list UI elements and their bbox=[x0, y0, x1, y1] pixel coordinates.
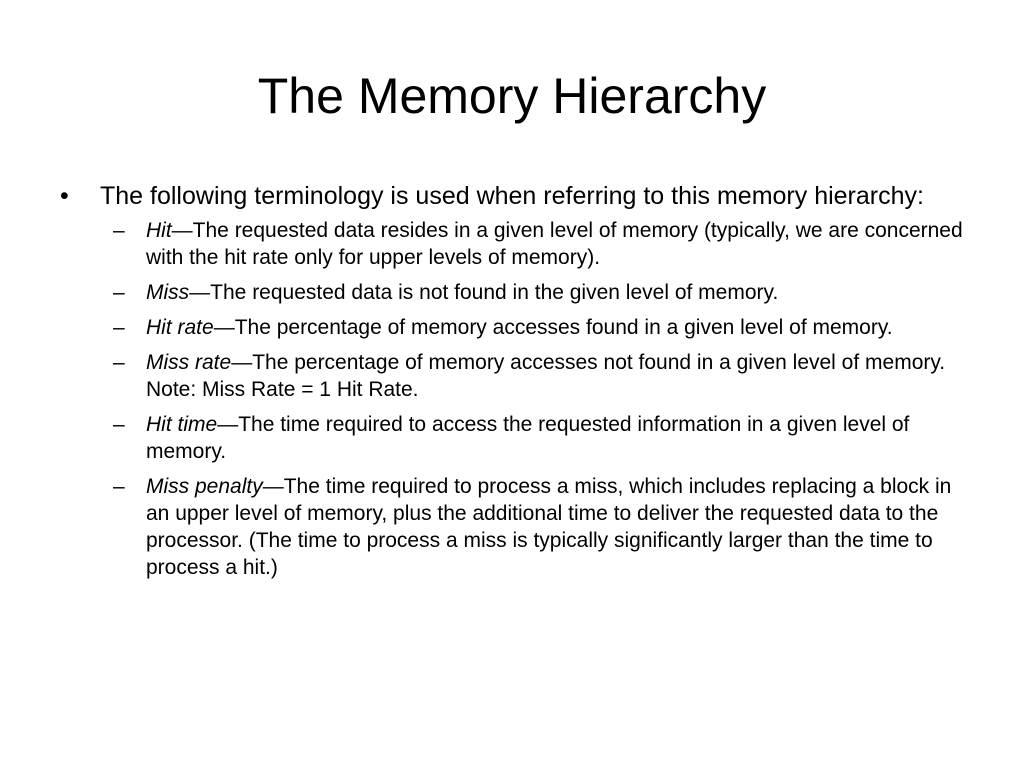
term-label: Miss bbox=[146, 281, 190, 304]
term-item-miss-penalty bbox=[58, 473, 968, 581]
term-label: Miss rate bbox=[146, 351, 232, 374]
dash-marker: – bbox=[113, 413, 125, 436]
term-definition: —The requested data is not found in the given level of memory. bbox=[189, 281, 779, 304]
term-definition: —The requested data resides in a given level of memory (typically, we are concerned with the hit rate only for upper levels of memory). bbox=[146, 219, 963, 269]
dash-marker: – bbox=[113, 475, 125, 498]
slide-title: The Memory Hierarchy bbox=[257, 68, 767, 124]
bullet-marker: • bbox=[60, 182, 69, 210]
term-item-miss-rate bbox=[58, 349, 968, 403]
main-bullet-text: The following terminology is used when referring to this memory hierarchy: bbox=[100, 182, 924, 210]
term-item-miss bbox=[58, 279, 968, 306]
term-label: Hit bbox=[146, 219, 172, 242]
term-item-hit-time bbox=[58, 411, 968, 465]
dash-marker: – bbox=[113, 316, 125, 339]
dash-marker: – bbox=[113, 281, 125, 304]
term-item-hit bbox=[58, 217, 968, 271]
dash-marker: – bbox=[113, 351, 125, 374]
term-label: Hit rate bbox=[146, 316, 214, 339]
terminology-list bbox=[58, 217, 968, 581]
term-definition: —The time required to access the requested information in a given level of memory. bbox=[146, 413, 910, 463]
dash-marker: – bbox=[113, 219, 125, 242]
term-definition: —The percentage of memory accesses found in a given level of memory. bbox=[213, 316, 893, 339]
main-bullet bbox=[58, 181, 968, 211]
term-label: Miss penalty bbox=[146, 475, 263, 498]
term-definition: —The time required to process a miss, which includes replacing a block in an upper level of memory, plus the additional time to deliver the requested data to the processor. (The time to process a miss is typically significantly larger than the time to process a hit.) bbox=[146, 475, 952, 579]
slide-content bbox=[58, 181, 968, 589]
term-definition: —The percentage of memory accesses not found in a given level of memory. Note: Miss Rate = 1 Hit Rate. bbox=[146, 351, 946, 401]
term-item-hit-rate bbox=[58, 314, 968, 341]
term-label: Hit time bbox=[146, 413, 218, 436]
